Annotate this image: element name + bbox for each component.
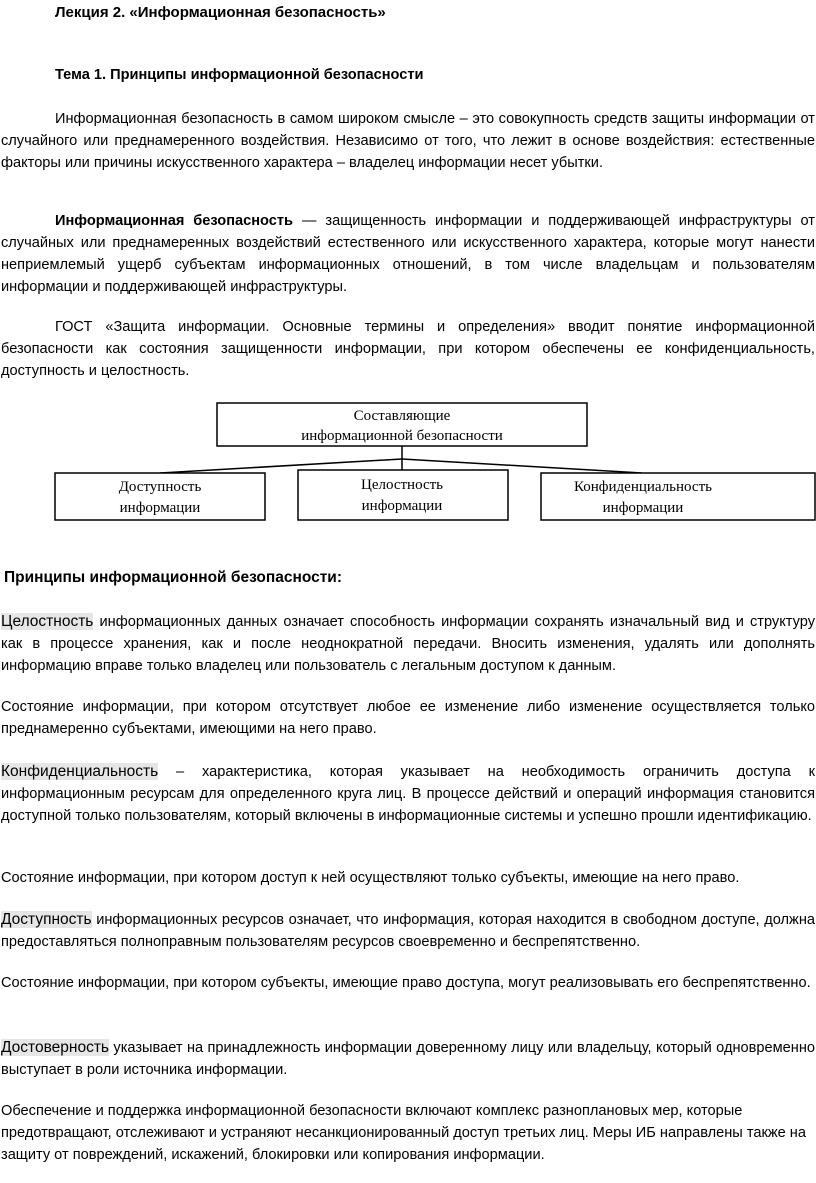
diagram-confidentiality-label-2: информации xyxy=(602,500,684,516)
diagram-integrity-label-1: Целостность xyxy=(360,477,444,493)
confidentiality-state-paragraph: Состояние информации, при котором доступ к ней осуществляют только субъекты, имеющие на него право. xyxy=(1,870,740,886)
authenticity-paragraph: Достоверность указывает на принадлежность информации доверенному лицу или владельцу, который одновременно выступает в роли источника информации. xyxy=(1,1039,815,1078)
diagram-confidentiality-label-1: Конфиденциальность xyxy=(574,479,712,495)
diagram-root-label-1: Составляющие xyxy=(353,408,451,424)
availability-term: Доступность xyxy=(1,911,92,928)
closing-paragraph: Обеспечение и поддержка информационной безопасности включают комплекс разноплановых мер, которые предотвращают, отслеживают и устраняют несанкционированный доступ третьих лиц. Меры ИБ направлены также на защиту от повреждений, искажений, блокировки или копирования информации. xyxy=(1,1103,806,1163)
confidentiality-term: Конфиденциальность xyxy=(1,763,159,780)
components-diagram-svg xyxy=(0,396,816,526)
integrity-state-paragraph: Состояние информации, при котором отсутствует любое ее изменение либо изменение осуществляется только преднамеренно субъектами, имеющими на него право. xyxy=(1,699,815,737)
principles-title: Принципы информационной безопасности: xyxy=(4,569,342,586)
intro-paragraph-1: Информационная безопасность в самом широком смысле – это совокупность средств защиты информации от случайного или преднамеренного воздействия. Независимо от того, что лежит в основе воздействия: естественные факторы или причины искусственного характера – владелец информации несет убытки. xyxy=(1,111,815,171)
availability-paragraph: Доступность информационных ресурсов означает, что информация, которая находится в свободном доступе, должна предоставляться полноправным пользователям ресурсов своевременно и беспрепятственно. xyxy=(1,911,815,950)
availability-state-paragraph: Состояние информации, при котором субъекты, имеющие право доступа, могут реализовывать его беспрепятственно. xyxy=(1,975,811,991)
intro-paragraph-2 xyxy=(1,210,815,298)
authenticity-term: Достоверность xyxy=(1,1039,109,1056)
lecture-title: Лекция 2. «Информационная безопасность» xyxy=(55,4,386,21)
topic-title: Тема 1. Принципы информационной безопасности xyxy=(55,67,424,83)
integrity-term: Целостность xyxy=(1,613,94,630)
intro-paragraph-3: ГОСТ «Защита информации. Основные термины и определения» вводит понятие информационной безопасности как состояния защищенности информации, при котором обеспечены ее конфиденциальность, доступность и целостность. xyxy=(1,319,815,379)
components-diagram xyxy=(0,396,816,533)
diagram-availability-label-2: информации xyxy=(119,500,201,516)
confidentiality-paragraph: Конфиденциальность – характеристика, которая указывает на необходимость ограничить доступа к информационным ресурсам для определенного круга лиц. В процессе действий и операций информация становится доступной только пользователям, который включены в информационные системы и успешно прошли идентификацию. xyxy=(1,763,815,824)
ib-definition-term: Информационная безопасность xyxy=(55,213,294,229)
integrity-paragraph: Целостность информационных данных означает способность информации сохранять изначальный вид и структуру как в процессе хранения, как и после неоднократной передачи. Вносить изменения, удалять или дополнять информацию вправе только владелец или пользователь с легальным доступом к данным. xyxy=(1,613,815,674)
diagram-availability-label-1: Доступность xyxy=(118,479,202,495)
diagram-integrity-label-2: информации xyxy=(361,498,443,514)
diagram-root-label-2: информационной безопасности xyxy=(301,428,503,444)
ib-definition-text: — защищенность информации и поддерживающей инфраструктуры от случайных или преднамеренных воздействий естественного или искусственного характера, которые могут нанести неприемлемый ущерб субъектам информационных отношений, в том числе владельцам и пользователям информации и поддерживающей инфраструктуры. xyxy=(1,213,815,295)
